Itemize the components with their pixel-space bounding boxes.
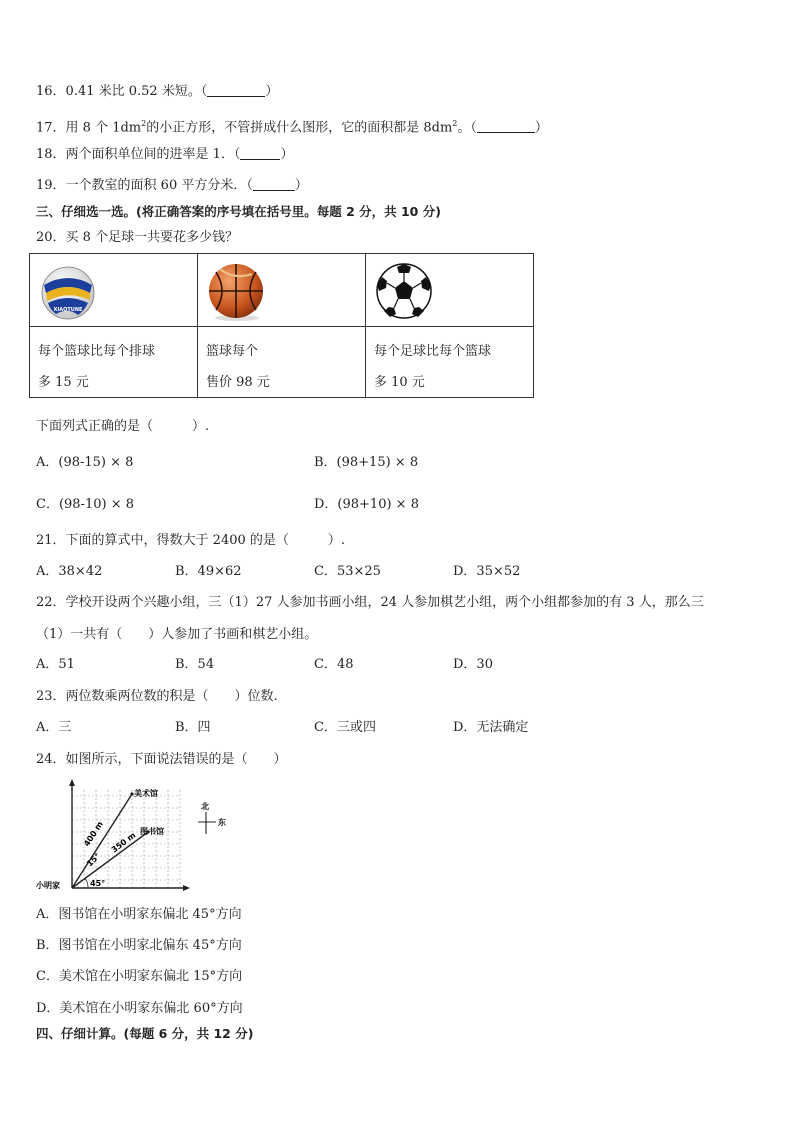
- section-heading-3: 三、仔细选一选。(将正确答案的序号填在括号里。每题 2 分，共 10 分): [36, 204, 441, 219]
- table-cell-image: [366, 254, 534, 327]
- table-cell-image: [30, 254, 198, 327]
- axis-arrow: [183, 885, 190, 891]
- direction-diagram: [36, 776, 236, 896]
- table-cell-image: [198, 254, 366, 327]
- question-17: 17．用 8 个 $1dm^2$的小正方形，不管拼成什么图形，它的面积都是 $8dm^2$。（ ）: [36, 119, 548, 136]
- origin-label: 小明家: [36, 881, 60, 890]
- question-16: 16．0.41 米比 0.52 米短。（ ）: [36, 84, 279, 99]
- option-b[interactable]: B．四: [175, 720, 211, 735]
- option-d[interactable]: D．30: [453, 657, 493, 672]
- question-text: 两个面积单位间的进率是 1．（: [65, 147, 241, 162]
- option-a[interactable]: A．38×42: [36, 564, 103, 579]
- question-19: 19．一个教室的面积 60 平方分米．（ ）: [36, 178, 308, 193]
- question-number: 19．: [36, 178, 66, 193]
- question-23: 23．两位数乘两位数的积是（ ）位数.: [36, 689, 278, 704]
- answer-blank[interactable]: [240, 147, 280, 160]
- section-heading-4: 四、仔细计算。(每题 6 分，共 12 分): [36, 1026, 254, 1041]
- question-20-title: 20．买 8 个足球一共要花多少钱？: [36, 230, 239, 245]
- axis-arrow: [69, 779, 75, 786]
- table-cell-text: 篮球每个 售价 98 元: [198, 327, 366, 398]
- question-number: 18．: [36, 147, 66, 162]
- angle-small-label: 15°: [85, 851, 103, 869]
- answer-blank[interactable]: [253, 178, 295, 191]
- question-text: 0.41 米比 0.52 米短。（: [65, 84, 208, 99]
- distance-art-label: 400 m: [82, 819, 105, 849]
- angle-base-label: 45°: [90, 879, 106, 888]
- question-22-line2: （1）一共有（ ）人参加了书画和棋艺小组。: [36, 627, 318, 642]
- basketball-icon: [204, 260, 268, 324]
- distance-library-label: 350 m: [109, 830, 138, 855]
- option-b[interactable]: B．(98+15) × 8: [314, 455, 419, 470]
- option-a[interactable]: A．图书馆在小明家东偏北 45°方向: [36, 907, 242, 922]
- option-b[interactable]: B．54: [175, 657, 215, 672]
- volleyball-icon: [38, 263, 98, 323]
- option-d[interactable]: D．(98+10) × 8: [314, 497, 419, 512]
- option-d[interactable]: D．美术馆在小明家东偏北 60°方向: [36, 1001, 243, 1016]
- table-cell-text: 每个足球比每个篮球 多 10 元: [366, 327, 534, 398]
- question-22-line1: 22．学校开设两个兴趣小组，三（1）27 人参加书画小组，24 人参加棋艺小组，两个小组都参加的有 3 人，那么三: [36, 595, 704, 610]
- option-a[interactable]: A．51: [36, 657, 75, 672]
- question-18: 18．两个面积单位间的进率是 1．（ ）: [36, 147, 294, 162]
- library-label: 图书馆: [140, 827, 164, 836]
- question-21: 21．下面的算式中，得数大于 2400 的是（ ）.: [36, 533, 346, 548]
- east-label: 东: [218, 818, 226, 827]
- question-number: 16．: [36, 84, 66, 99]
- option-c[interactable]: C．美术馆在小明家东偏北 15°方向: [36, 969, 243, 984]
- ball-brand-label: XIAOTUNE: [53, 307, 83, 313]
- answer-blank[interactable]: [477, 120, 535, 133]
- option-b[interactable]: B．图书馆在小明家北偏东 45°方向: [36, 938, 242, 953]
- price-table: [29, 253, 534, 398]
- option-c[interactable]: C．48: [314, 657, 354, 672]
- option-c[interactable]: C．53×25: [314, 564, 381, 579]
- option-b[interactable]: B．49×62: [175, 564, 242, 579]
- option-c[interactable]: C．三或四: [314, 720, 376, 735]
- option-d[interactable]: D．35×52: [453, 564, 521, 579]
- question-24: 24．如图所示，下面说法错误的是（ ）: [36, 752, 287, 767]
- north-label: 北: [201, 802, 209, 811]
- compass-icon: [198, 801, 226, 834]
- answer-blank[interactable]: [207, 84, 265, 97]
- option-a[interactable]: A．(98-15) × 8: [36, 455, 134, 470]
- question-20-prompt: 下面列式正确的是（ ）.: [36, 419, 210, 434]
- art-museum-label: 美术馆: [134, 789, 158, 798]
- option-c[interactable]: C．(98-10) × 8: [36, 497, 134, 512]
- table-cell-text: 每个篮球比每个排球 多 15 元: [30, 327, 198, 398]
- option-d[interactable]: D．无法确定: [453, 720, 529, 735]
- question-text: 一个教室的面积 60 平方分米．（: [65, 178, 253, 193]
- option-a[interactable]: A．三: [36, 720, 72, 735]
- soccer-ball-icon: [374, 261, 434, 321]
- question-number: 17．: [36, 120, 66, 136]
